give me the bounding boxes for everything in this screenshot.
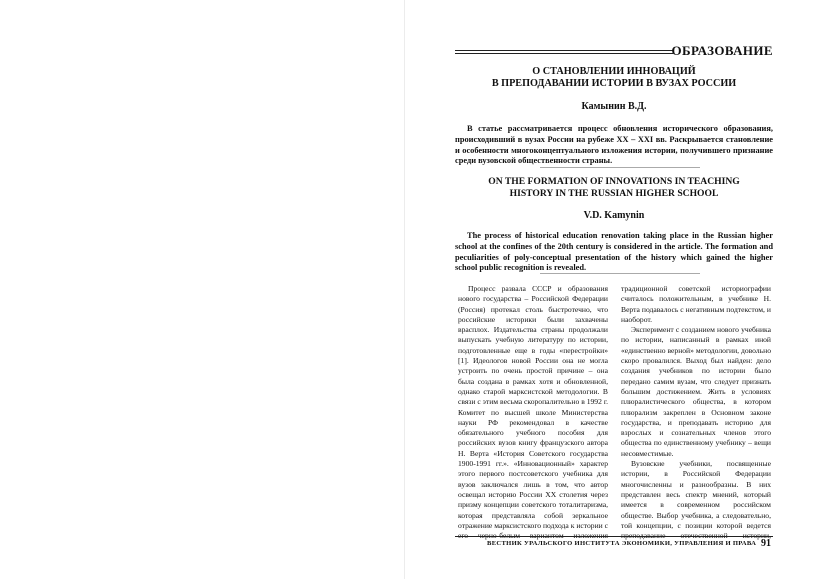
author-en: V.D. Kamynin [583,210,645,221]
section-header [455,45,773,59]
section-header-rule [455,50,673,54]
body-paragraph: Процесс развала СССР и образования нового государства – Российской Федерации (Россия) протекал столь быстротечно, что российские историки были захвачены врасплох. Издательства страны продолжали выпускать учебную литературу по истории, подготовленные еще в годы «перестройки» [1]. Идеологов новой России она не могла устроить по очень простой причине – она была создана в рамках хотя и обновленной, однако старой марксистской методологии. В связи с этим весьма скоропалительно в 1992 г. Комитет по высшей школе Министерства науки РФ рекомендовал в качестве обязательного учебного пособия для российских вузов книгу французского автора Н. Верта «История Советского государства 1900-1991 гг.». «Инновационный» характер этого первого постсоветского учебника для вузов заключался лишь в том, что автор освещал историю России ХХ столетия через призму концепции советского тоталитаризма, которая представляла собой зеркальное отражение марксистского подхода к истории с его черно-белым вариантом изложения [458,284,608,540]
body-column-right [621,284,771,540]
body-paragraph: Вузовские учебники, посвященные истории, в Российской Федерации многочисленны и разнообразны. В них представлен весь спектр мнений, который имеется в современном российском обществе. Выбор учебника, а следовательно, той концепции, с позиции которой ведется преподавание отечественной истории, [621,459,771,540]
section-label: ОБРАЗОВАНИЕ [671,43,773,58]
page-footer [455,536,773,551]
body-paragraph: Эксперимент с созданием нового учебника по истории, написанный в рамках иной «единственно верной» методологии, довольно скоро провалился. Выход был найден: дело создания учебников по истории было передано самим вузам, что следует признать большим достижением. Жить в условиях плюралистического общества, в котором плюрализм закреплен в Основном законе государства, и преподавать историю для взрослых и сознательных членов этого общества по единственному учебнику – вещи несовместимые. [621,325,771,458]
abstract-en-text: The process of historical education renovation taking place in the Russian higher school at the confines of the 20th century is considered in the article. The formation and peculiarities of poly-conceptual presentation of the history which gained the higher school public recognition is revealed. [455,231,773,273]
title-en-line2: HISTORY IN THE RUSSIAN HIGHER SCHOOL [509,188,719,199]
body-paragraph: традиционной советской историографии считалось положительным, в учебнике Н. Верта подавалось с негативным подтекстом, и наоборот. [621,284,771,324]
title-ru-line1: О СТАНОВЛЕНИИ ИННОВАЦИЙ [532,66,696,77]
title-ru-line2: В ПРЕПОДАВАНИИ ИСТОРИИ В ВУЗАХ РОССИИ [491,78,737,89]
separator-rule [540,273,700,274]
abstract-ru-text: В статье рассматривается процесс обновления исторического образования, происходивший в вузах России на рубеже ХХ – ХХI вв. Раскрывается становление и особенности многоконцептуального изложения истории, получившего признание среди вузовской общественности страны. [455,124,773,166]
journal-name: ВЕСТНИК УРАЛЬСКОГО ИНСТИТУТА ЭКОНОМИКИ, УПРАВЛЕНИЯ И ПРАВА [487,540,757,547]
separator-rule [540,167,700,168]
article-title-ru [455,66,773,90]
title-en-line1: ON THE FORMATION OF INNOVATIONS IN TEACHING [488,176,740,187]
abstract-ru [455,124,773,167]
author-ru: Камынин В.Д. [581,101,647,112]
page-spine [404,0,405,579]
abstract-en [455,231,773,274]
body-column-left [458,284,608,540]
page-number: 91 [761,538,771,549]
article-title-en [455,176,773,200]
